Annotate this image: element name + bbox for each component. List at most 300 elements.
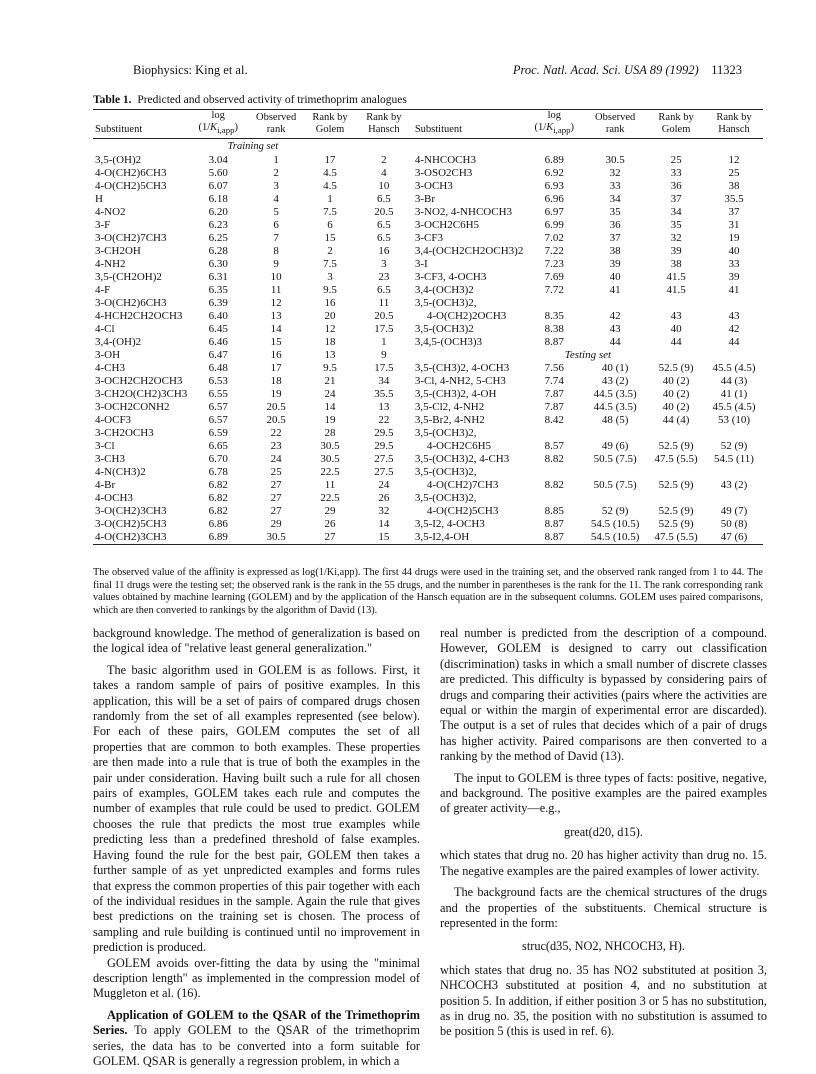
code-example: great(d20, d15).: [564, 824, 643, 839]
table-row: [93, 323, 763, 336]
observed-rank-cell: 4: [273, 193, 279, 206]
log-ki-cell: 6.23: [208, 219, 228, 232]
log-ki-cell: 6.30: [208, 258, 228, 271]
hansch-rank-cell: 19: [728, 232, 740, 245]
substituent-cell: 3,5-(OCH3)2,: [414, 297, 477, 310]
observed-rank-cell: 15: [270, 336, 282, 349]
golem-rank-cell: 35: [670, 219, 682, 232]
hansch-rank-cell: 27.5: [374, 453, 394, 466]
table-row: [93, 453, 763, 466]
substituent-cell: 3,5-(CH3)2, 4-OCH3: [414, 362, 510, 375]
observed-rank-cell: 27: [270, 479, 282, 492]
body-column-right: [440, 626, 767, 1040]
hansch-rank-cell: 20.5: [374, 310, 394, 323]
observed-rank-cell: 11: [270, 284, 282, 297]
log-ki-cell: 8.38: [544, 323, 564, 336]
hansch-rank-cell: 27.5: [374, 466, 394, 479]
log-ki-cell: 6.82: [208, 492, 228, 505]
substituent-cell: 3,5-(OCH3)2,: [414, 427, 477, 440]
table-row: [93, 466, 763, 479]
hansch-rank-cell: 16: [378, 245, 390, 258]
table-row: [93, 310, 763, 323]
observed-rank-cell: 43 (2): [601, 375, 629, 388]
running-header-left: Biophysics: King et al.: [133, 63, 248, 77]
substituent-cell: 4-HCH2CH2OCH3: [95, 310, 183, 323]
observed-rank-cell: 54.5 (10.5): [590, 518, 640, 531]
observed-rank-cell: 8: [273, 245, 279, 258]
paragraph: The input to GOLEM is three types of facts: positive, negative, and background. The positive examples are the paired examples of greater activity—e.g.,: [440, 770, 767, 816]
log-ki-cell: 7.02: [544, 232, 564, 245]
observed-rank-cell: 50.5 (7.5): [593, 479, 637, 492]
observed-rank-cell: [583, 466, 647, 479]
observed-rank-cell: [583, 297, 647, 310]
observed-rank-cell: 32: [609, 167, 621, 180]
hansch-rank-cell: 41 (1): [720, 388, 748, 401]
log-ki-cell: 8.87: [525, 531, 583, 545]
observed-rank-cell: 23: [270, 440, 282, 453]
log-ki-cell: 6.47: [208, 349, 228, 362]
observed-rank-cell: [583, 492, 647, 505]
paragraph: real number is predicted from the description of a compound. However, GOLEM is designed to carry out classification (discrimination) tasks in which a small number of discrete classes are predicted. This difficulty is bypassed by considering pairs of drugs and comparing their activities (pairs where the activities are equal or within the margin of experimental error are discarded). The output is a set of rules that decides which of a pair of drugs has higher activity. Paired comparisons are then converted to a ranking by the method of David (13).: [440, 626, 767, 764]
observed-rank-cell: 27: [270, 505, 282, 518]
paragraph: The basic algorithm used in GOLEM is as follows. First, it takes a random sample of pairs of positive examples. In this application, this will be a set of pairs of compared drugs chosen randomly from the set of all examples represented (see below). For each of these pairs, GOLEM computes the set of all properties that are common to both examples. These properties are then made into a rule that is true of both the examples in the pair under consideration. Having built such a rule for all chosen pairs of examples, GOLEM takes each rule and computes the number of examples that rule could be used to predict. GOLEM chooses the rule that predicts the most true examples while predicting less than a predefined threshold of false examples. Having found the rule for the best pair, GOLEM then takes a further sample of as yet unpredicted examples and forms rules that express the common properties of this pair together with each of the individual residues in the sample. Again the rule that gives best predictions on the training set is chosen. The process of sampling and rule building is continued until no improvement in prediction is produced.: [93, 662, 420, 955]
log-ki-cell: 8.87: [544, 518, 564, 531]
hansch-rank-cell: 17.5: [374, 362, 394, 375]
observed-rank-cell: 44.5 (3.5): [593, 388, 637, 401]
training-set-label: Training set: [227, 141, 279, 153]
log-ki-cell: [525, 492, 583, 505]
table-row: [93, 375, 763, 388]
golem-rank-cell: 44 (4): [662, 414, 690, 427]
golem-rank-cell: 52.5 (9): [658, 362, 694, 375]
golem-rank-cell: 15: [324, 232, 336, 245]
observed-rank-cell: 42: [609, 310, 621, 323]
observed-rank-cell: 38: [609, 245, 621, 258]
log-ki-cell: 3.04: [208, 154, 228, 167]
observed-rank-cell: 39: [609, 258, 621, 271]
body-column-left: [93, 626, 420, 1069]
hansch-rank-cell: 40: [728, 245, 740, 258]
observed-rank-cell: 9: [273, 258, 279, 271]
hansch-rank-cell: 15: [355, 531, 413, 545]
col-header: Rank by Hansch: [705, 110, 763, 139]
golem-rank-cell: 16: [324, 297, 336, 310]
golem-rank-cell: [647, 297, 705, 310]
substituent-cell: 3-CF3, 4-OCH3: [414, 271, 487, 284]
observed-rank-cell: 29: [270, 518, 282, 531]
golem-rank-cell: 22.5: [320, 492, 340, 505]
log-ki-cell: 6.78: [208, 466, 228, 479]
log-ki-cell: 7.72: [544, 284, 564, 297]
observed-rank-cell: 20.5: [266, 401, 286, 414]
table-cell: [413, 139, 763, 155]
hansch-rank-cell: 43: [728, 310, 740, 323]
log-ki-cell: 6.57: [208, 414, 228, 427]
log-ki-cell: 7.69: [544, 271, 564, 284]
substituent-cell: 3,5-I2,4-OH: [413, 531, 525, 545]
paragraph: [93, 1008, 420, 1070]
golem-rank-cell: 52.5 (9): [658, 518, 694, 531]
table-row: [93, 427, 763, 440]
log-ki-cell: 6.92: [544, 167, 564, 180]
substituent-cell: 4-O(CH2)5CH3: [95, 180, 167, 193]
table-row: [93, 258, 763, 271]
substituent-cell: H: [95, 193, 103, 206]
observed-rank-cell: 48 (5): [601, 414, 629, 427]
golem-rank-cell: 33: [670, 167, 682, 180]
substituent-cell: 3,4,5-(OCH3)3: [414, 336, 483, 349]
log-ki-cell: 6.31: [208, 271, 228, 284]
golem-rank-cell: 18: [324, 336, 336, 349]
golem-rank-cell: 19: [324, 414, 336, 427]
golem-rank-cell: 4.5: [323, 167, 337, 180]
substituent-cell: 4-NHCOCH3: [414, 154, 476, 167]
observed-rank-cell: 25: [270, 466, 282, 479]
observed-rank-cell: 44: [609, 336, 621, 349]
observed-rank-cell: 30.5: [605, 154, 625, 167]
hansch-rank-cell: 52 (9): [720, 440, 748, 453]
golem-rank-cell: 36: [670, 180, 682, 193]
log-ki-cell: 6.70: [208, 453, 228, 466]
hansch-rank-cell: 6.5: [377, 232, 391, 245]
log-ki-cell: 8.35: [544, 310, 564, 323]
substituent-cell: 4-O(CH2)6CH3: [95, 167, 167, 180]
observed-rank-cell: 33: [609, 180, 621, 193]
observed-rank-cell: 37: [609, 232, 621, 245]
log-ki-cell: 6.39: [208, 297, 228, 310]
log-ki-cell: 8.82: [544, 479, 564, 492]
golem-rank-cell: 3: [327, 271, 333, 284]
substituent-cell: 4-O(CH2)7CH3: [426, 479, 499, 492]
table-footnote: The observed value of the affinity is expressed as log(1/Ki,app). The first 44 drugs were used in the training set, and the observed rank ranged from 1 to 44. The final 11 drugs were the testing set; the observed rank is the rank in the 55 drugs, and the number in parentheses is the rank for the 11. The rank corresponding rank values obtained by machine learning (GOLEM) and by the application of the Hansch equation are in the subsequent columns. GOLEM uses paired comparisons, which are then converted to rankings by the algorithm of David (13).: [93, 567, 763, 616]
substituent-cell: 4-F: [95, 284, 111, 297]
golem-rank-cell: [647, 492, 705, 505]
paragraph: The background facts are the chemical structures of the drugs and the properties of the substituents. Chemical structure is represented in the form:: [440, 885, 767, 930]
substituent-cell: 3-NO2, 4-NHCOCH3: [414, 206, 513, 219]
hansch-rank-cell: [705, 297, 763, 310]
log-ki-cell: 6.55: [208, 388, 228, 401]
hansch-rank-cell: 50 (8): [720, 518, 748, 531]
observed-rank-cell: 41: [609, 284, 621, 297]
substituent-cell: 3,5-I2, 4-OCH3: [414, 518, 485, 531]
golem-rank-cell: 47.5 (5.5): [654, 453, 698, 466]
activity-table: [93, 109, 763, 545]
substituent-cell: 4-OCH3: [95, 492, 133, 505]
substituent-cell: 3-CH2OCH3: [95, 427, 154, 440]
col-header: Substituent: [93, 110, 189, 139]
log-ki-cell: [525, 297, 583, 310]
hansch-rank-cell: 31: [728, 219, 740, 232]
log-ki-cell: 7.23: [544, 258, 564, 271]
hansch-rank-cell: 41: [728, 284, 740, 297]
substituent-cell: 3-OCH2C6H5: [414, 219, 480, 232]
hansch-rank-cell: 49 (7): [720, 505, 748, 518]
substituent-cell: 3,5-(OCH3)2: [414, 323, 474, 336]
log-ki-cell: 6.65: [208, 440, 228, 453]
hansch-rank-cell: 39: [728, 271, 740, 284]
hansch-rank-cell: 53 (10): [717, 414, 751, 427]
hansch-rank-cell: 23: [378, 271, 390, 284]
golem-rank-cell: 13: [324, 349, 336, 362]
log-ki-cell: 6.96: [544, 193, 564, 206]
golem-rank-cell: 30.5: [320, 440, 340, 453]
hansch-rank-cell: 37: [728, 206, 740, 219]
observed-rank-cell: 49 (6): [601, 440, 629, 453]
substituent-cell: 4-Br: [95, 479, 116, 492]
substituent-cell: 3-OH: [95, 349, 121, 362]
observed-rank-cell: 17: [270, 362, 282, 375]
golem-rank-cell: 52.5 (9): [658, 505, 694, 518]
golem-rank-cell: 34: [670, 206, 682, 219]
hansch-rank-cell: 34: [378, 375, 390, 388]
golem-rank-cell: 27: [305, 531, 355, 545]
golem-rank-cell: 47.5 (5.5): [647, 531, 705, 545]
observed-rank-cell: 30.5: [247, 531, 305, 545]
paragraph: GOLEM avoids over-fitting the data by using the "minimal description length" as implemented in the compression model of Muggleton et al. (16).: [93, 955, 420, 1001]
observed-rank-cell: 44.5 (3.5): [593, 401, 637, 414]
golem-rank-cell: 17: [324, 154, 336, 167]
log-ki-cell: 6.57: [208, 401, 228, 414]
hansch-rank-cell: 10: [378, 180, 390, 193]
section-heading: Application of GOLEM to the QSAR of the Trimethoprim Series.: [93, 1007, 420, 1038]
golem-rank-cell: 43: [670, 310, 682, 323]
table-row: [93, 362, 763, 375]
hansch-rank-cell: 29.5: [374, 440, 394, 453]
col-header: Rank by Golem: [647, 110, 705, 139]
hansch-rank-cell: 14: [378, 518, 390, 531]
hansch-rank-cell: 4: [381, 167, 387, 180]
hansch-rank-cell: 33: [728, 258, 740, 271]
golem-rank-cell: 39: [670, 245, 682, 258]
golem-rank-cell: 1: [327, 193, 333, 206]
log-ki-cell: 6.97: [544, 206, 564, 219]
golem-rank-cell: 2: [327, 245, 333, 258]
observed-rank-cell: 50.5 (7.5): [593, 453, 637, 466]
golem-rank-cell: 41.5: [666, 284, 686, 297]
running-header-right: [513, 63, 742, 78]
log-ki-cell: 6.07: [208, 180, 228, 193]
substituent-cell: 3-Cl: [95, 440, 115, 453]
observed-rank-cell: 40 (1): [601, 362, 629, 375]
hansch-rank-cell: 35.5: [724, 193, 744, 206]
hansch-rank-cell: 35.5: [374, 388, 394, 401]
col-header: Substituent: [413, 110, 525, 139]
observed-rank-cell: 54.5 (10.5): [583, 531, 647, 545]
golem-rank-cell: 40 (2): [662, 375, 690, 388]
observed-rank-cell: 16: [270, 349, 282, 362]
hansch-rank-cell: 12: [728, 154, 740, 167]
testing-set-label: Testing set: [564, 349, 612, 362]
table-row: [93, 284, 763, 297]
substituent-cell: 4-OCH2C6H5: [426, 440, 492, 453]
col-header: log $(1/K_{i,app})$: [525, 110, 583, 139]
golem-rank-cell: 20: [324, 310, 336, 323]
journal-citation: Proc. Natl. Acad. Sci. USA 89 (1992): [512, 63, 699, 77]
substituent-cell: 4-NH2: [95, 258, 126, 271]
table-body: [93, 139, 763, 545]
hansch-rank-cell: 25: [728, 167, 740, 180]
table-row: [93, 297, 763, 310]
golem-rank-cell: 40 (2): [662, 401, 690, 414]
log-ki-cell: 6.89: [544, 154, 564, 167]
substituent-cell: 3-OCH2CH2OCH3: [95, 375, 183, 388]
golem-rank-cell: 44: [670, 336, 682, 349]
paragraph: which states that drug no. 35 has NO2 substituted at position 3, NHCOCH3 substituted at position 4, and no substitution at position 5. In addition, if either position 3 or 5 has no substitution, as in drug no. 35, the position with no substitution is assumed to be position 5 (this is used in ref. 6).: [440, 962, 767, 1039]
hansch-rank-cell: 38: [728, 180, 740, 193]
table-row: [93, 505, 763, 518]
table-row: [93, 414, 763, 427]
substituent-cell: 4-OCF3: [95, 414, 132, 427]
observed-rank-cell: 2: [273, 167, 279, 180]
hansch-rank-cell: 11: [378, 297, 390, 310]
log-ki-cell: 6.48: [208, 362, 228, 375]
log-ki-cell: 6.99: [544, 219, 564, 232]
log-ki-cell: 7.74: [544, 375, 564, 388]
log-ki-cell: 8.87: [544, 336, 564, 349]
observed-rank-cell: 10: [270, 271, 282, 284]
observed-rank-cell: 36: [609, 219, 621, 232]
col-header: Rank by Hansch: [355, 110, 413, 139]
observed-rank-cell: 40: [609, 271, 621, 284]
table-row: [93, 440, 763, 453]
col-header: Observed rank: [247, 110, 305, 139]
log-ki-cell: 6.59: [208, 427, 228, 440]
golem-rank-cell: 9.5: [323, 284, 337, 297]
golem-rank-cell: 21: [324, 375, 336, 388]
hansch-rank-cell: 45.5 (4.5): [712, 401, 756, 414]
hansch-rank-cell: 43 (2): [720, 479, 748, 492]
log-ki-cell: 6.28: [208, 245, 228, 258]
substituent-cell: 4-CH3: [95, 362, 125, 375]
observed-rank-cell: 5: [273, 206, 279, 219]
substituent-cell: 4-O(CH2)3CH3: [93, 531, 189, 545]
table-title: Predicted and observed activity of trimethoprim analogues: [137, 94, 407, 106]
hansch-rank-cell: 1: [381, 336, 387, 349]
log-ki-cell: 6.82: [208, 479, 228, 492]
observed-rank-cell: 27: [270, 492, 282, 505]
golem-rank-cell: 22.5: [320, 466, 340, 479]
log-ki-cell: 8.42: [544, 414, 564, 427]
table-row: [93, 232, 763, 245]
substituent-cell: 3-CH2OH: [95, 245, 141, 258]
hansch-rank-cell: 42: [728, 323, 740, 336]
observed-rank-cell: 3: [273, 180, 279, 193]
golem-rank-cell: 7.5: [323, 258, 337, 271]
table-row: [93, 167, 763, 180]
hansch-rank-cell: 47 (6): [705, 531, 763, 545]
log-ki-cell: 7.87: [544, 388, 564, 401]
golem-rank-cell: 28: [324, 427, 336, 440]
table-caption: [93, 94, 407, 106]
hansch-rank-cell: 45.5 (4.5): [712, 362, 756, 375]
golem-rank-cell: 4.5: [323, 180, 337, 193]
golem-rank-cell: 26: [324, 518, 336, 531]
table-row: [93, 180, 763, 193]
substituent-cell: 3-OCH2CONH2: [95, 401, 170, 414]
log-ki-cell: 7.87: [544, 401, 564, 414]
substituent-cell: 3-I: [414, 258, 428, 271]
observed-rank-cell: 43: [609, 323, 621, 336]
log-ki-cell: 6.18: [208, 193, 228, 206]
observed-rank-cell: 22: [270, 427, 282, 440]
table-row: [93, 401, 763, 414]
paragraph: background knowledge. The method of generalization is based on the logical idea of "relative least general generalization.": [93, 626, 420, 656]
observed-rank-cell: 7: [273, 232, 279, 245]
golem-rank-cell: 6: [327, 219, 333, 232]
golem-rank-cell: 12: [324, 323, 336, 336]
golem-rank-cell: 52.5 (9): [658, 479, 694, 492]
substituent-cell: 3-O(CH2)3CH3: [95, 505, 167, 518]
substituent-cell: 3-OCH3: [414, 180, 453, 193]
observed-rank-cell: 34: [609, 193, 621, 206]
substituent-cell: 3,5-(CH3)2, 4-OH: [414, 388, 497, 401]
log-ki-cell: 5.60: [208, 167, 228, 180]
substituent-cell: 4-O(CH2)2OCH3: [426, 310, 507, 323]
hansch-rank-cell: 22: [378, 414, 390, 427]
code-example: struc(d35, NO2, NHCOCH3, H).: [522, 939, 685, 954]
hansch-rank-cell: 2: [381, 154, 387, 167]
log-ki-cell: [525, 466, 583, 479]
log-ki-cell: [525, 427, 583, 440]
hansch-rank-cell: 29.5: [374, 427, 394, 440]
table-row: [93, 219, 763, 232]
table-header-row: [93, 110, 763, 139]
golem-rank-cell: 14: [324, 401, 336, 414]
golem-rank-cell: 11: [324, 479, 336, 492]
substituent-cell: 3,5-(OCH3)2,: [414, 466, 477, 479]
substituent-cell: 3,4-(OH)2: [95, 336, 142, 349]
golem-rank-cell: 30.5: [320, 453, 340, 466]
hansch-rank-cell: 26: [378, 492, 390, 505]
golem-rank-cell: 25: [670, 154, 682, 167]
log-ki-cell: 6.46: [208, 336, 228, 349]
substituent-cell: 3-Cl, 4-NH2, 5-CH3: [414, 375, 506, 388]
log-ki-cell: 8.82: [544, 453, 564, 466]
golem-rank-cell: [647, 427, 705, 440]
log-ki-cell: 6.35: [208, 284, 228, 297]
substituent-cell: 3,5-(CH2OH)2: [95, 271, 162, 284]
substituent-cell: 4-O(CH2)5CH3: [426, 505, 499, 518]
golem-rank-cell: 7.5: [323, 206, 337, 219]
col-header: Observed rank: [583, 110, 647, 139]
substituent-cell: 3-CH3: [95, 453, 125, 466]
golem-rank-cell: 40 (2): [662, 388, 690, 401]
golem-rank-cell: 32: [670, 232, 682, 245]
substituent-cell: 3-CF3: [414, 232, 443, 245]
substituent-cell: 3-O(CH2)5CH3: [95, 518, 167, 531]
hansch-rank-cell: 17.5: [374, 323, 394, 336]
table-row: [93, 531, 763, 545]
hansch-rank-cell: 6.5: [377, 193, 391, 206]
section-text: To apply GOLEM to the QSAR of the trimethoprim series, the data has to be converted into a form suitable for GOLEM. QSAR is generally a regression problem, in which a: [93, 1023, 420, 1068]
table-row: [93, 518, 763, 531]
substituent-cell: 3-O(CH2)6CH3: [95, 297, 167, 310]
observed-rank-cell: 19: [270, 388, 282, 401]
observed-rank-cell: 35: [609, 206, 621, 219]
substituent-cell: 3,5-(OCH3)2,: [414, 492, 477, 505]
col-header: Rank by Golem: [305, 110, 355, 139]
log-ki-cell: 6.40: [208, 310, 228, 323]
golem-rank-cell: 38: [670, 258, 682, 271]
substituent-cell: 4-N(CH3)2: [95, 466, 146, 479]
golem-rank-cell: 52.5 (9): [658, 440, 694, 453]
observed-rank-cell: 1: [273, 154, 279, 167]
observed-rank-cell: 13: [270, 310, 282, 323]
golem-rank-cell: 9.5: [323, 362, 337, 375]
golem-rank-cell: 41.5: [666, 271, 686, 284]
log-ki-cell: 6.25: [208, 232, 228, 245]
hansch-rank-cell: 9: [381, 349, 387, 362]
